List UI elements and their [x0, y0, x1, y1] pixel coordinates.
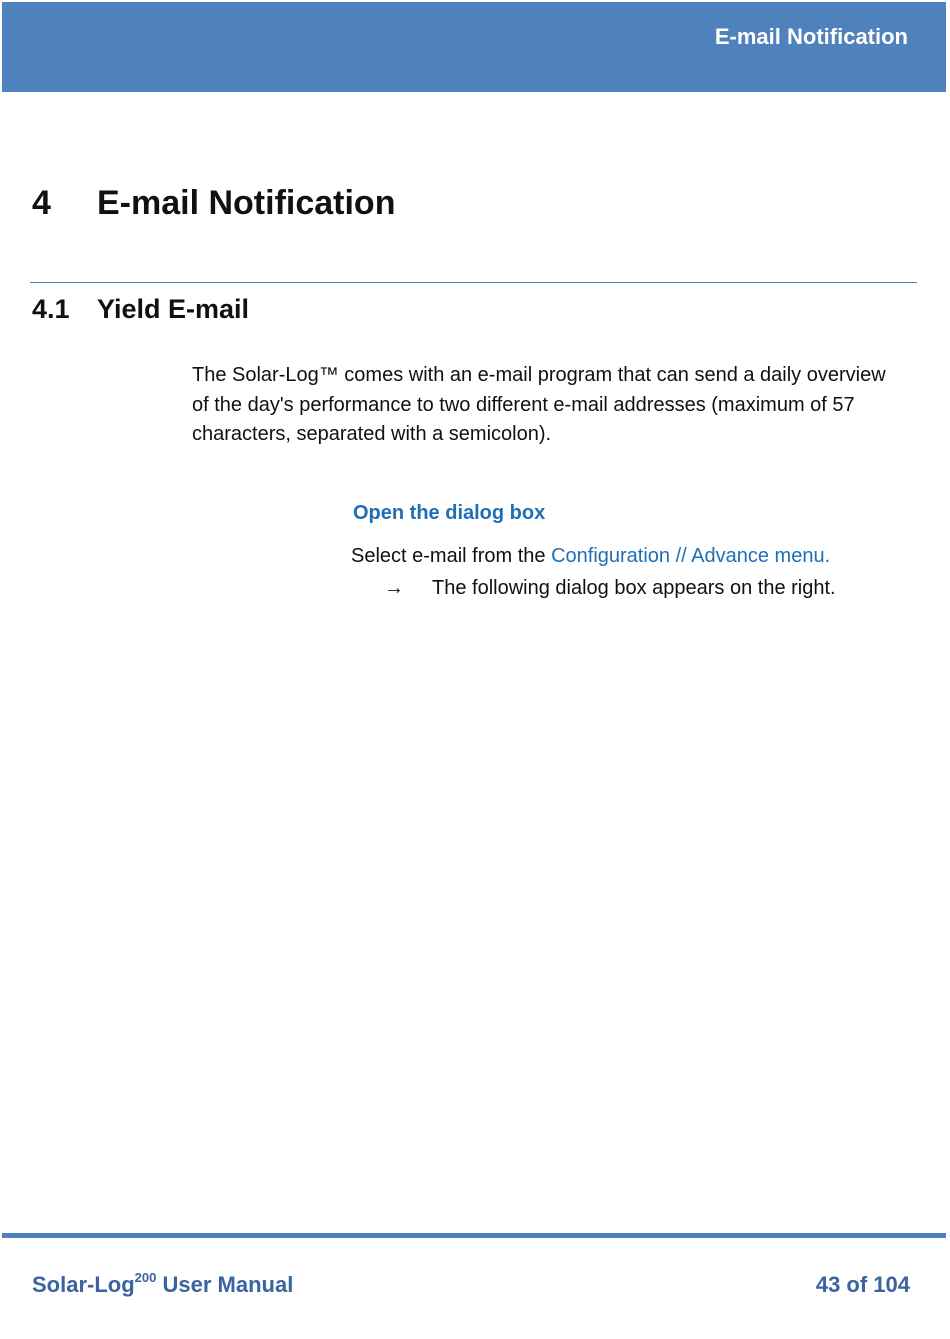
page-number: 43 of 104 [815, 1272, 910, 1297]
configuration-menu-link[interactable]: Configuration // Advance menu. [551, 545, 831, 567]
section-number: 4.1 [32, 294, 70, 324]
footer-product-superscript: 200 [134, 1270, 157, 1285]
footer-product-name: Solar-Log [32, 1272, 135, 1297]
header-title: E-mail Notification [714, 24, 908, 49]
result-line [384, 577, 836, 600]
section-heading [32, 294, 249, 325]
chapter-heading [32, 184, 395, 223]
section-divider [30, 282, 917, 283]
result-text: The following dialog box appears on the right. [432, 577, 836, 599]
instruction-line [351, 545, 830, 568]
instruction-prefix: Select e-mail from the [351, 545, 552, 567]
section-title: Yield E-mail [97, 294, 250, 324]
dialog-subheading: Open the dialog box [353, 502, 546, 524]
footer-divider [2, 1233, 946, 1238]
arrow-right-icon: → [384, 577, 404, 599]
chapter-number: 4 [32, 184, 51, 222]
intro-paragraph: The Solar-Log™ comes with an e-mail program that can send a daily overview of the day's performance to two different e-mail addresses (maximum of 57 characters, separated with a semicolon). [192, 364, 886, 445]
header-band [2, 2, 946, 92]
footer-manual-label: User Manual [156, 1272, 294, 1297]
chapter-title: E-mail Notification [97, 184, 396, 222]
footer-manual-title [32, 1272, 293, 1298]
